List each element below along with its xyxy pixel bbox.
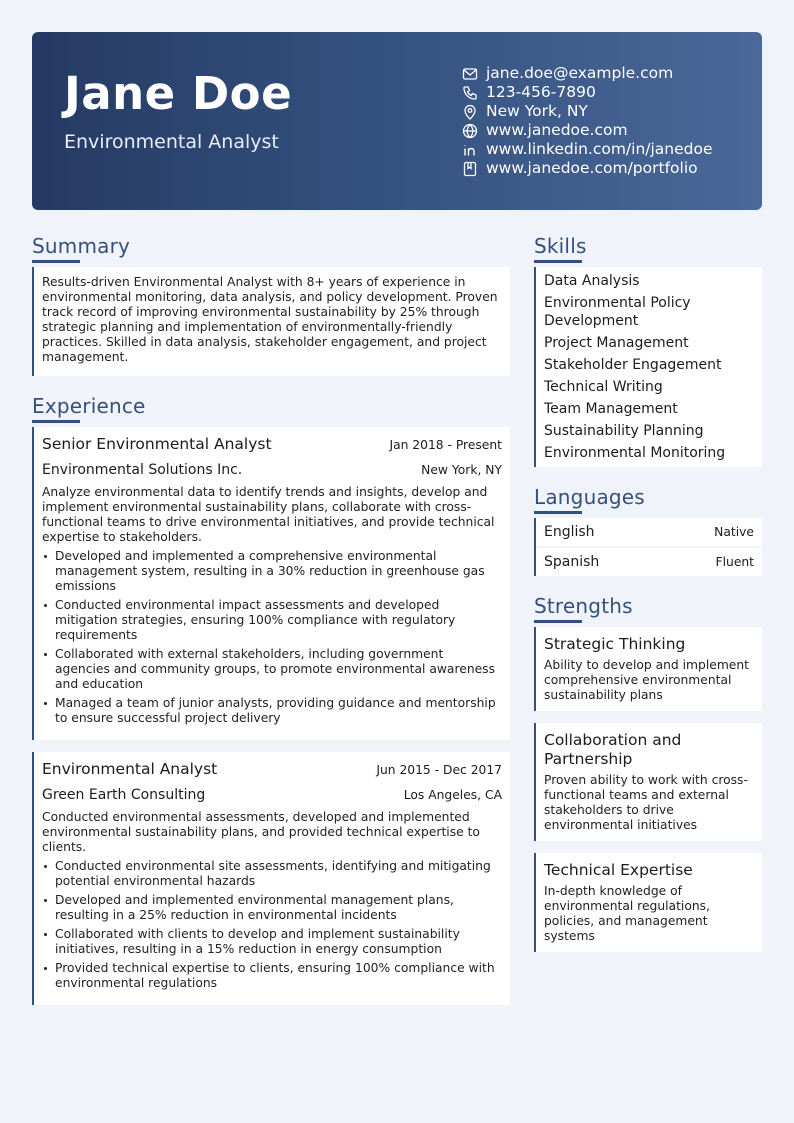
skills-heading [534, 232, 762, 264]
list-item: Managed a team of junior analysts, providing guidance and mentorship to ensure successful project delivery [42, 696, 502, 726]
job-company: Environmental Solutions Inc. [42, 462, 243, 478]
list-item: Conducted environmental impact assessments and developed mitigation strategies, ensuring 100% compliance with regulatory requirements [42, 598, 502, 643]
candidate-name: Jane Doe [64, 67, 293, 120]
language-level: Fluent [715, 555, 754, 569]
strength-card [534, 723, 762, 841]
skill-item: Project Management [544, 335, 689, 351]
job-title: Senior Environmental Analyst [42, 435, 272, 453]
strength-description: Proven ability to work with cross-functional teams and external stakeholders to drive environmental initiatives [544, 773, 748, 832]
strength-title: Strategic Thinking [544, 635, 686, 653]
contact-portfolio-text: www.janedoe.com/portfolio [486, 159, 698, 177]
skill-item: Environmental Monitoring [544, 445, 726, 461]
strength-title: Collaboration and Partnership [544, 731, 682, 768]
summary-heading [32, 232, 510, 264]
section-underline [534, 260, 582, 263]
job-entry [32, 427, 510, 740]
contact-website[interactable] [461, 121, 713, 140]
list-item: Conducted environmental site assessments, identifying and mitigating potential environmental hazards [42, 859, 502, 889]
language-name: Spanish [544, 554, 600, 570]
list-item: Developed and implemented a comprehensive environmental management system, resulting in a 30% reduction in greenhouse gas emissions [42, 549, 502, 594]
language-name: English [544, 524, 595, 540]
job-bullets [42, 549, 502, 726]
skill-item: Environmental Policy Development [544, 295, 691, 329]
section-underline [32, 420, 80, 423]
summary-text: Results-driven Environmental Analyst with 8+ years of experience in environmental monitoring, data analysis, and policy development. Proven track record of improving environmental sustainability by 25% through strategic planning and implementation of environmentally-friendly practices. Skilled in data analysis, stakeholder engagement, and project management. [42, 275, 498, 364]
languages-heading-text: Languages [534, 485, 645, 509]
resume-header [32, 32, 762, 210]
language-level: Native [714, 525, 754, 539]
globe-icon [461, 122, 478, 139]
list-item: Developed and implemented environmental management plans, resulting in a 25% reduction in environmental incidents [42, 893, 502, 923]
job-bullets [42, 859, 502, 991]
skill-item: Data Analysis [544, 273, 640, 289]
strength-description: In-depth knowledge of environmental regulations, policies, and management systems [544, 884, 710, 943]
job-location: New York, NY [421, 463, 502, 477]
job-dates: Jun 2015 - Dec 2017 [376, 763, 502, 777]
strength-card [534, 627, 762, 711]
contact-website-text: www.janedoe.com [486, 121, 628, 139]
strength-title: Technical Expertise [544, 861, 693, 879]
job-description: Conducted environmental assessments, developed and implemented environmental sustainability plans, and provided technical expertise to clients. [42, 810, 480, 854]
contact-linkedin-text: www.linkedin.com/in/janedoe [486, 140, 713, 158]
strength-card [534, 853, 762, 952]
contact-email-text: jane.doe@example.com [486, 64, 674, 82]
left-column [32, 232, 510, 1017]
location-icon [461, 103, 478, 120]
skill-item: Sustainability Planning [544, 423, 704, 439]
section-underline [534, 620, 582, 623]
linkedin-icon [461, 141, 478, 158]
job-title: Environmental Analyst [42, 760, 218, 778]
languages-heading [534, 483, 762, 515]
summary-card [32, 267, 510, 376]
section-underline [32, 260, 80, 263]
candidate-title: Environmental Analyst [64, 131, 279, 153]
language-row [536, 548, 762, 576]
list-item: Provided technical expertise to clients, ensuring 100% compliance with environmental regulations [42, 961, 502, 991]
job-entry [32, 752, 510, 1005]
languages-card [534, 518, 762, 576]
skill-item: Team Management [544, 401, 678, 417]
skills-heading-text: Skills [534, 234, 587, 258]
experience-heading [32, 392, 510, 424]
strength-description: Ability to develop and implement comprehensive environmental sustainability plans [544, 658, 749, 702]
contact-portfolio[interactable] [461, 159, 713, 178]
skills-card [534, 267, 762, 467]
job-company: Green Earth Consulting [42, 787, 206, 803]
strengths-heading [534, 592, 762, 624]
right-column [534, 232, 762, 964]
section-underline [534, 511, 582, 514]
summary-heading-text: Summary [32, 234, 131, 258]
list-item: Collaborated with clients to develop and implement sustainability initiatives, resulting in a 15% reduction in energy consumption [42, 927, 502, 957]
contact-linkedin[interactable] [461, 140, 713, 159]
job-description: Analyze environmental data to identify trends and insights, develop and implement environmental sustainability plans, collaborate with cross-functional teams to drive environmental initiatives, and provide technical expertise to stakeholders. [42, 485, 495, 544]
contact-location [461, 102, 713, 121]
mail-icon [461, 65, 478, 82]
contact-location-text: New York, NY [486, 102, 588, 120]
experience-heading-text: Experience [32, 394, 146, 418]
strengths-heading-text: Strengths [534, 594, 633, 618]
skill-item: Stakeholder Engagement [544, 357, 722, 373]
contact-list [461, 64, 713, 178]
skill-item: Technical Writing [544, 379, 663, 395]
language-row [536, 518, 762, 546]
contact-phone[interactable] [461, 83, 713, 102]
list-item: Collaborated with external stakeholders, including government agencies and community groups, to promote environmental awareness and education [42, 647, 502, 692]
phone-icon [461, 84, 478, 101]
job-dates: Jan 2018 - Present [389, 438, 502, 452]
contact-phone-text: 123-456-7890 [486, 83, 596, 101]
portfolio-icon [461, 160, 478, 177]
contact-email[interactable] [461, 64, 713, 83]
job-location: Los Angeles, CA [403, 788, 502, 802]
